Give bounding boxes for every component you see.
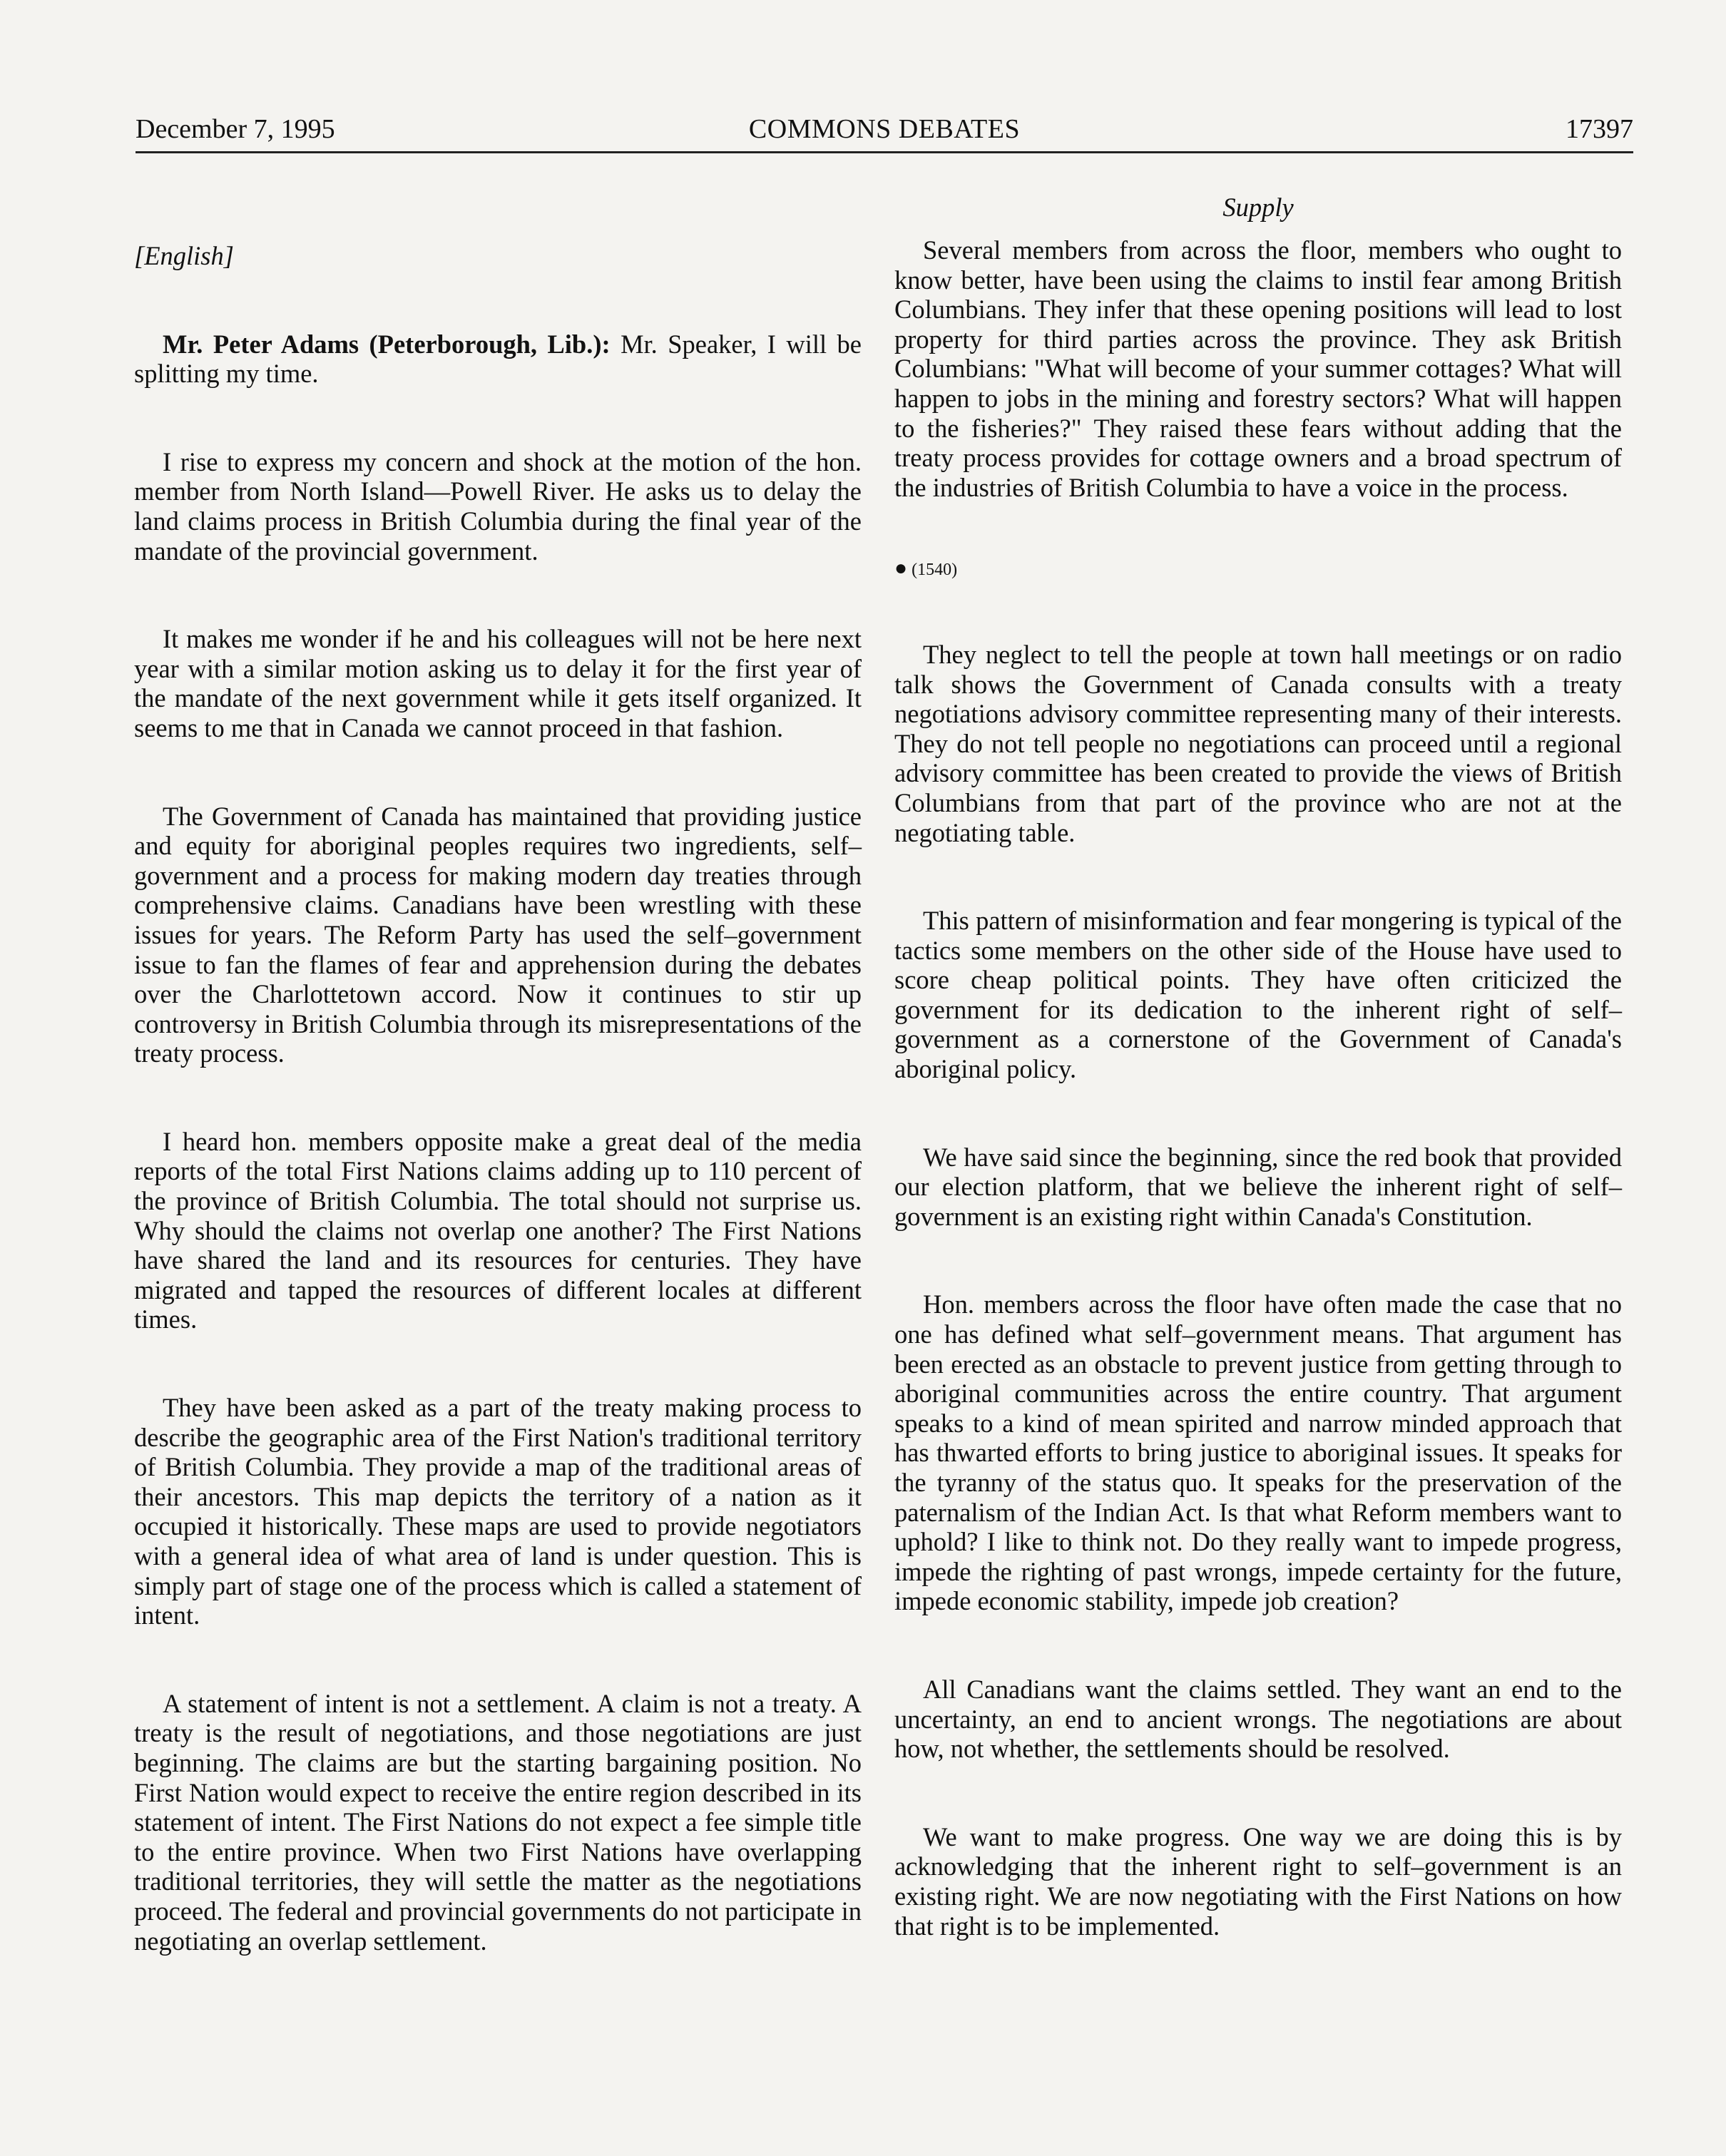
- paragraph: They have been asked as a part of the treaty making process to describe the geographic area of the First Nation's traditional territory of British Columbia. They provide a map of the traditional areas of their ancestors. This map depicts the territory of a nation as it occupied it historically. These maps are used to provide negotiators with a general idea of what area of land is under question. This is simply part of stage one of the process which is called a statement of intent.: [134, 1393, 862, 1630]
- speech-opening: [134, 329, 862, 389]
- paragraph: A statement of intent is not a settlement. A claim is not a treaty. A treaty is the result of negotiations, and those negotiations are just beginning. The claims are but the starting bargaining position. No First Nation would expect to receive the entire region described in its statement of intent. The First Nations do not expect a fee simple title to the entire province. When two First Nations have overlapping traditional territories, they will settle the matter as the negotiations proceed. The federal and provincial governments do not participate in negotiating an overlap settlement.: [134, 1688, 862, 1956]
- paragraph: All Canadians want the claims settled. They want an end to the uncertainty, an end to ancient wrongs. The negotiations are about how, not whether, the settlements should be resolved.: [894, 1674, 1622, 1764]
- paragraph: It makes me wonder if he and his colleagues will not be here next year with a similar motion asking us to delay it for the first year of the mandate of the next government while it gets itself organized. It seems to me that in Canada we cannot proceed in that fashion.: [134, 624, 862, 742]
- paragraph: They neglect to tell the people at town hall meetings or on radio talk shows the Government of Canada consults with a treaty negotiations advisory committee representing many of their interests. They do not tell people no negotiations can proceed until a regional advisory committee has been created to provide the views of British Columbians from that part of the province who are not at the negotiating table.: [894, 639, 1622, 847]
- language-tag: [English]: [134, 241, 234, 270]
- paragraph: I heard hon. members opposite make a great deal of the media reports of the total First Nations claims adding up to 110 percent of the province of British Columbia. The total should not surprise us. Why should the claims not overlap one another? The First Nations have shared the land and its resources for centuries. They have migrated and tapped the resources of different locales at different times.: [134, 1126, 862, 1334]
- left-column: [134, 193, 862, 1956]
- paragraph: Hon. members across the floor have often made the case that no one has defined what self–government means. That argument has been erected as an obstacle to prevent justice from getting through to aboriginal communities across the entire country. That argument speaks to a kind of mean spirited and narrow minded approach that has thwarted efforts to bring justice to aboriginal issues. It speaks for the tyranny of the status quo. It speaks for the preservation of the paternalism of the Indian Act. Is that what Reform members want to uphold? I like to think not. Do they really want to impede progress, impede the righting of past wrongs, impede certainty for the future, impede economic stability, impede job creation?: [894, 1289, 1622, 1616]
- paragraph: I rise to express my concern and shock at the motion of the hon. member from North Island—Powell River. He asks us to delay the land claims process in British Columbia during the final year of the mandate of the provincial government.: [134, 446, 862, 566]
- paragraph: Several members from across the floor, members who ought to know better, have been using the claims to instil fear among British Columbians. They infer that these opening positions will lead to lost property for third parties across the province. They ask British Columbians: "What will become of your summer cottages? What will happen to jobs in the mining and forestry sectors? What will happen to the fisheries?" They raised these fears without adding that the treaty process provides for cottage owners and a broad spectrum of the industries of British Columbia to have a voice in the process.: [894, 235, 1622, 502]
- paragraph: The Government of Canada has maintained that providing justice and equity for aboriginal peoples requires two ingredients, self–government and a process for making modern day treaties through comprehensive claims. Canadians have been wrestling with these issues for years. The Reform Party has used the self–government issue to fan the flames of fear and apprehension during the debates over the Charlottetown accord. Now it continues to stir up controversy in British Columbia through its misrepresentations of the treaty process.: [134, 801, 862, 1068]
- bullet-icon: ●: [894, 556, 908, 581]
- timestamp-text: (1540): [911, 561, 958, 580]
- paragraph: We have said since the beginning, since the red book that provided our election platform, that we believe the inherent right of self–government is an existing right within Canada's Constitution.: [894, 1142, 1622, 1231]
- speech-opening-text: Mr. Speaker, I will be splitting my time.: [134, 329, 862, 389]
- paragraph: We want to make progress. One way we are doing this is by acknowledging that the inherent right to self–government is an existing right. We are now negotiating with the First Nations on how that right is to be implemented.: [894, 1822, 1622, 1941]
- section-title: Supply: [1222, 193, 1294, 222]
- timestamp: [894, 553, 1622, 586]
- page-header: [136, 107, 1633, 153]
- page-number: 17397: [1566, 114, 1633, 144]
- paragraph: This pattern of misinformation and fear mongering is typical of the tactics some members on the other side of the House have used to score cheap political points. They have often criticized the government for its dedication to the inherent right of self–government as a cornerstone of the Government of Canada's aboriginal policy.: [894, 906, 1622, 1084]
- right-column: [894, 193, 1622, 1941]
- speaker-name: Mr. Peter Adams (Peterborough, Lib.):: [163, 329, 611, 359]
- header-date: December 7, 1995: [136, 114, 335, 144]
- header-title: COMMONS DEBATES: [748, 114, 1021, 144]
